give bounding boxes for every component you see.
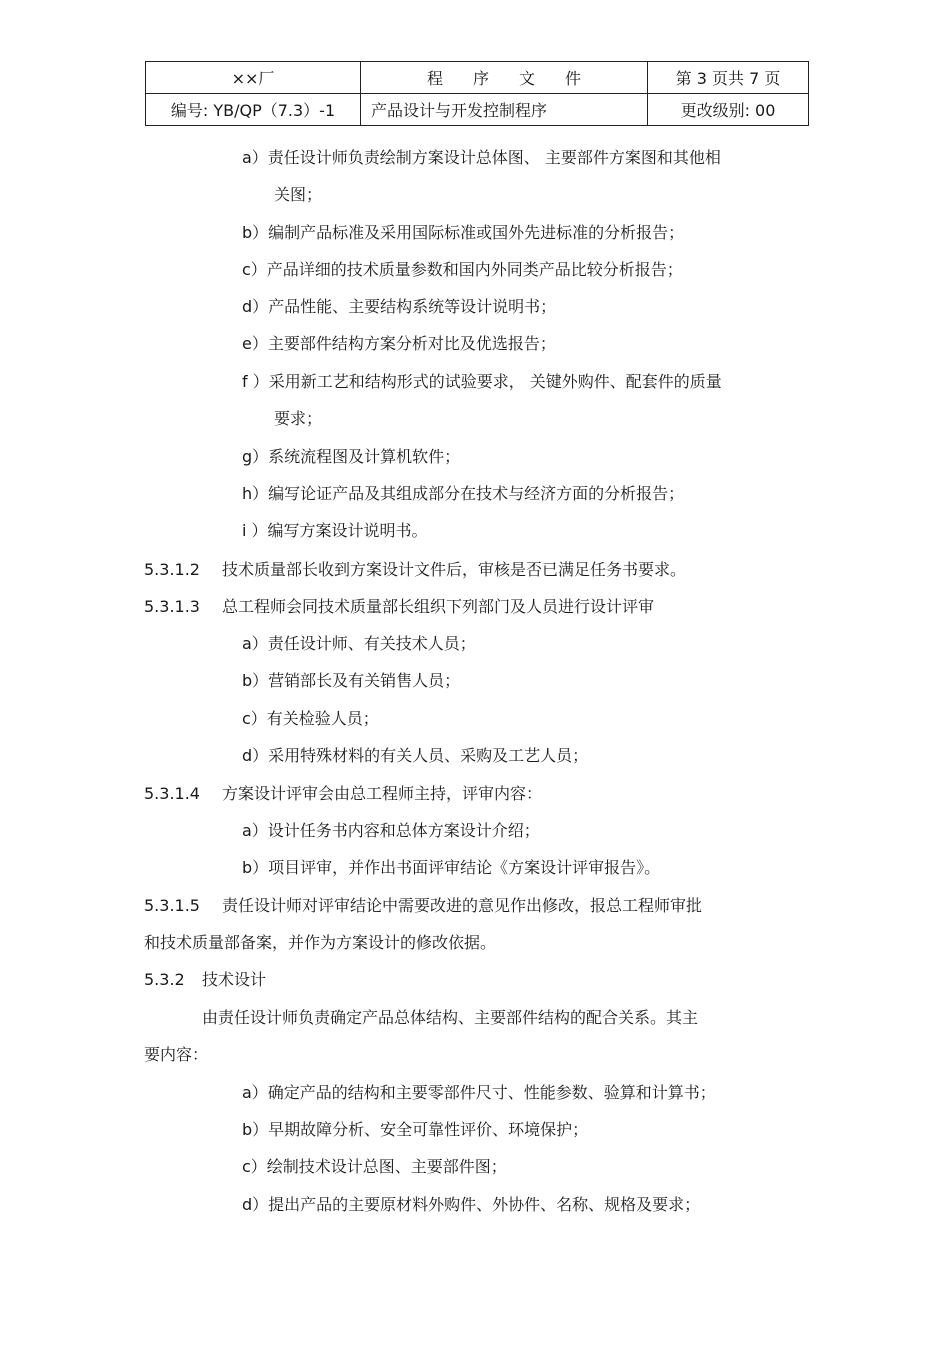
list-item: c）绘制技术设计总图、主要部件图； (242, 1157, 507, 1176)
list-item: b）编制产品标准及采用国际标准或国外先进标准的分析报告； (242, 223, 685, 242)
list-item: d）采用特殊材料的有关人员、采购及工艺人员； (242, 746, 589, 765)
section-5-3-1-3 (144, 596, 654, 618)
list-item-continuation: 要求； (274, 409, 323, 428)
section-number: 5.3.2 (144, 970, 185, 989)
document-code: 编号: YB/QP（7.3）-1 (146, 94, 361, 126)
section-5-3-1-4 (144, 783, 542, 805)
section-title: 技术设计 (202, 970, 267, 989)
list-item: b）早期故障分析、安全可靠性评价、环境保护； (242, 1120, 589, 1139)
list-item: a）责任设计师、有关技术人员； (242, 634, 476, 653)
section-text-continuation: 和技术质量部备案，并作为方案设计的修改依据。 (144, 933, 497, 952)
list-item: i ）编写方案设计说明书。 (242, 521, 428, 540)
section-5-3-1-5 (144, 895, 702, 917)
section-number: 5.3.1.2 (144, 560, 200, 579)
section-number: 5.3.1.5 (144, 896, 200, 915)
list-item: g）系统流程图及计算机软件； (242, 447, 461, 466)
factory-name: ××厂 (146, 62, 361, 94)
list-item: b）营销部长及有关销售人员； (242, 671, 461, 690)
list-item: c）有关检验人员； (242, 709, 379, 728)
list-item: h）编写论证产品及其组成部分在技术与经济方面的分析报告； (242, 484, 685, 503)
paragraph: 由责任设计师负责确定产品总体结构、主要部件结构的配合关系。其主 (202, 1008, 699, 1027)
list-item: a）设计任务书内容和总体方案设计介绍； (242, 821, 540, 840)
document-type-title: 程序文件 (361, 62, 648, 94)
revision-level: 更改级别: 00 (648, 94, 809, 126)
paragraph-continuation: 要内容： (144, 1045, 209, 1064)
section-text: 技术质量部长收到方案设计文件后，审核是否已满足任务书要求。 (222, 560, 687, 579)
document-header-table (145, 61, 809, 126)
section-number: 5.3.1.4 (144, 784, 200, 803)
section-text: 责任设计师对评审结论中需要改进的意见作出修改，报总工程师审批 (222, 896, 703, 915)
section-text: 方案设计评审会由总工程师主持，评审内容： (222, 784, 543, 803)
list-item: f ）采用新工艺和结构形式的试验要求， 关键外购件、配套件的质量 (242, 372, 722, 391)
section-5-3-1-2 (144, 559, 686, 581)
list-item: c）产品详细的技术质量参数和国内外同类产品比较分析报告； (242, 260, 683, 279)
list-item: d）提出产品的主要原材料外购件、外协件、名称、规格及要求； (242, 1195, 701, 1214)
section-number: 5.3.1.3 (144, 597, 200, 616)
list-item: a）确定产品的结构和主要零部件尺寸、性能参数、验算和计算书； (242, 1083, 716, 1102)
list-item-continuation: 关图； (274, 185, 323, 204)
procedure-name: 产品设计与开发控制程序 (361, 94, 648, 126)
list-item: b）项目评审，并作出书面评审结论《方案设计评审报告》。 (242, 858, 661, 877)
section-5-3-2-heading (144, 969, 266, 991)
list-item: d）产品性能、主要结构系统等设计说明书； (242, 297, 557, 316)
list-item: e）主要部件结构方案分析对比及优选报告； (242, 334, 556, 353)
page-info: 第 3 页共 7 页 (648, 62, 809, 94)
list-item: a）责任设计师负责绘制方案设计总体图、 主要部件方案图和其他相 (242, 148, 721, 167)
section-text: 总工程师会同技术质量部长组织下列部门及人员进行设计评审 (222, 597, 655, 616)
